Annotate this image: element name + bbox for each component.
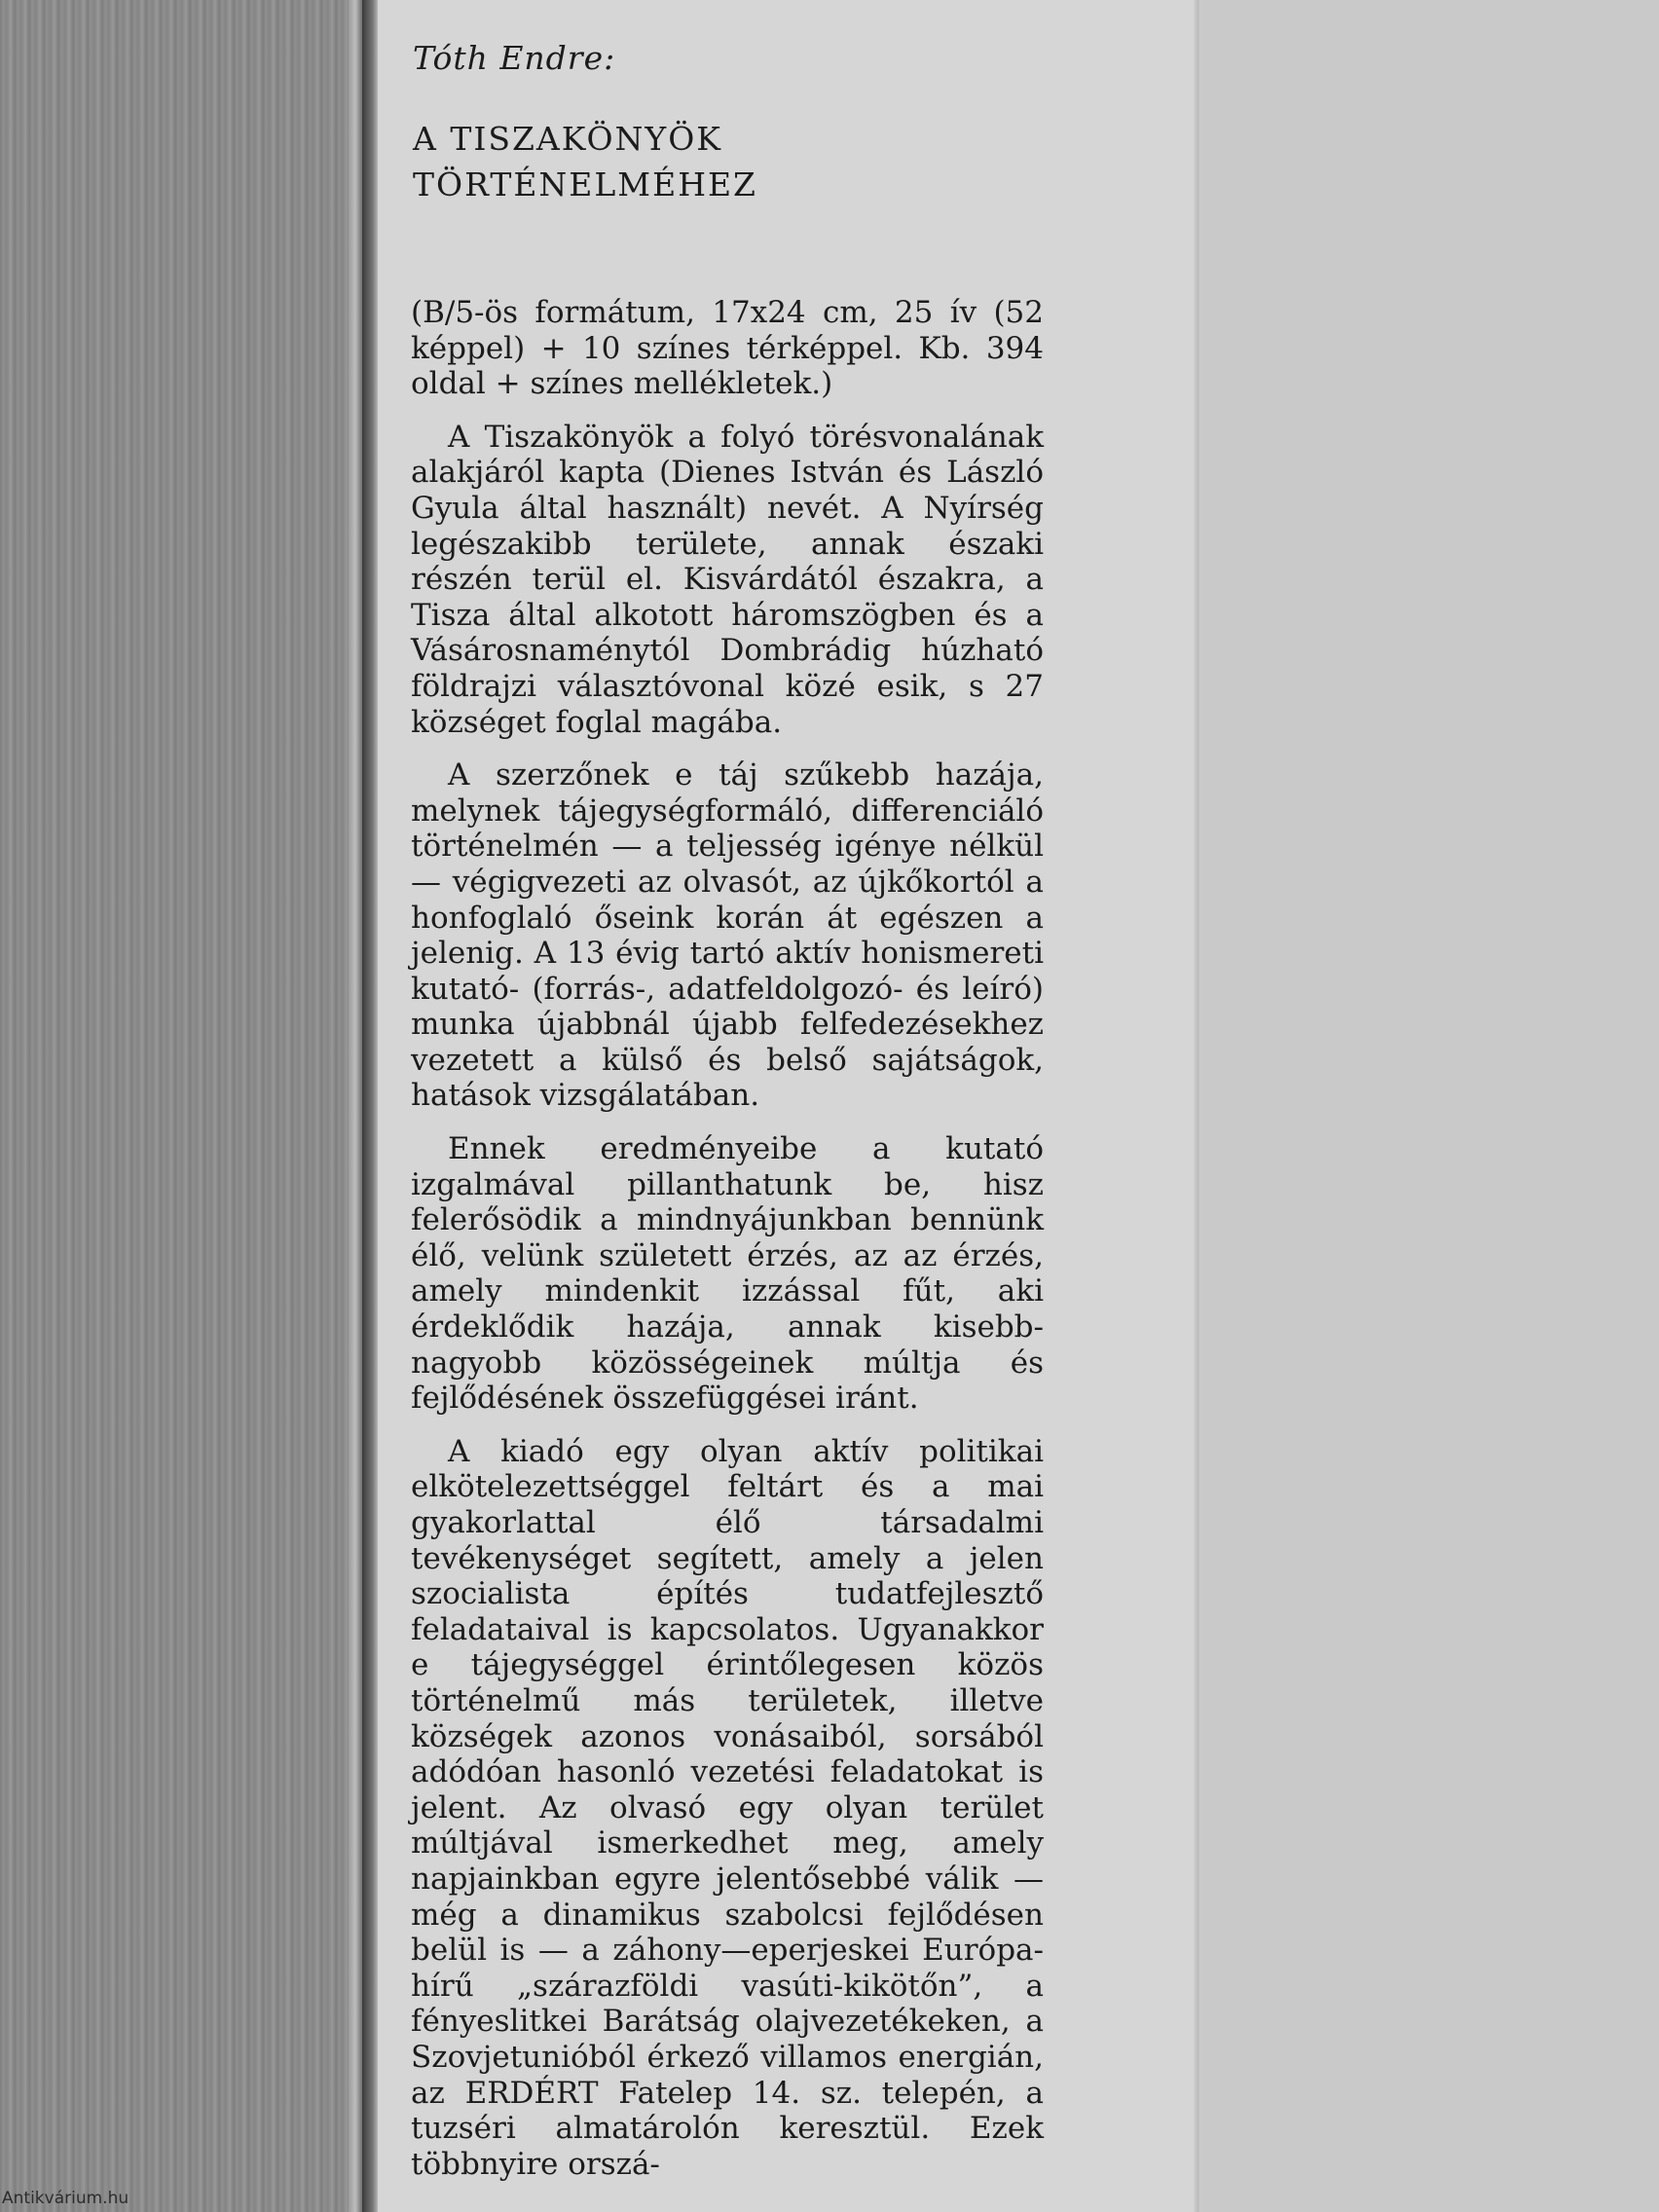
cover-edge — [349, 0, 362, 2212]
paragraph-4: A kiadó egy olyan aktív politikai elkötelezettséggel feltárt és a mai gyakorlattal élő társadalmi tevékenységet segített, amely a jelen szocialista építés tudatfejlesztő feladataival is kapcsolatos. Ugyanakkor e tájegységgel érintőlegesen közös történelmű más területek, illetve községek azonos vonásaiból, sorsából adódóan hasonló vezetési feladatokat is jelent. Az olvasó egy olyan terület múltjával ismerkedhet meg, amely napjainkban egyre jelentősebbé válik — még a dinamikus szabolcsi fejlődésen belül is — a záhony—eperjeskei Európa-hírű „szárazföldi vasúti-kikötőn”, a fényeslitkei Barátság olajvezetékeken, a Szovjetunióból érkező villamos energián, az ERDÉRT Fatelep 14. sz. telepén, a tuzséri almatárolón keresztül. Ezek többnyire orszá- — [411, 1433, 1044, 2182]
title-line-2: TÖRTÉNELMÉHEZ — [413, 166, 757, 203]
text-column — [411, 39, 1044, 2199]
paragraph-3: Ennek eredményeibe a kutató izgalmával pillanthatunk be, hisz felerősödik a mindnyájunkban bennünk élő, velünk született érzés, az az érzés, amely mindenkit izzással fűt, aki érdeklődik hazája, annak kisebb-nagyobb közösségeinek múltja és fejlődésének összefüggései iránt. — [411, 1131, 1044, 1417]
paragraph-2: A szerzőnek e táj szűkebb hazája, melynek tájegységformáló, differenciáló történelmén — a teljesség igénye nélkül — végigvezeti az olvasót, az újkőkortól a honfoglaló őseink korán át egészen a jelenig. A 13 évig tartó aktív honismereti kutató- (forrás-, adatfeldolgozó- és leíró) munka újabbnál újabb felfedezésekhez vezetett a külső és belső sajátságok, hatások vizsgálatában. — [411, 757, 1044, 1114]
format-note: (B/5-ös formátum, 17x24 cm, 25 ív (52 képpel) + 10 színes térképpel. Kb. 394 oldal + színes mellékletek.) — [411, 295, 1044, 402]
paragraph-1: A Tiszakönyök a folyó törésvonalának alakjáról kapta (Dienes István és László Gyula által használt) nevét. A Nyírség legészakibb területe, annak északi részén terül el. Kisvárdától északra, a Tisza által alkotott háromszögben és a Vásárosnaménytól Dombrádig húzható földrajzi választóvonal közé esik, s 27 községet foglal magába. — [411, 419, 1044, 740]
left-cover-board — [0, 0, 358, 2212]
title-line-1: A TISZAKÖNYÖK — [413, 120, 722, 158]
book-title — [413, 116, 1044, 207]
watermark: Antikvárium.hu — [2, 2189, 129, 2208]
blank-right-page — [1199, 0, 1659, 2212]
author: Tóth Endre: — [413, 39, 616, 77]
